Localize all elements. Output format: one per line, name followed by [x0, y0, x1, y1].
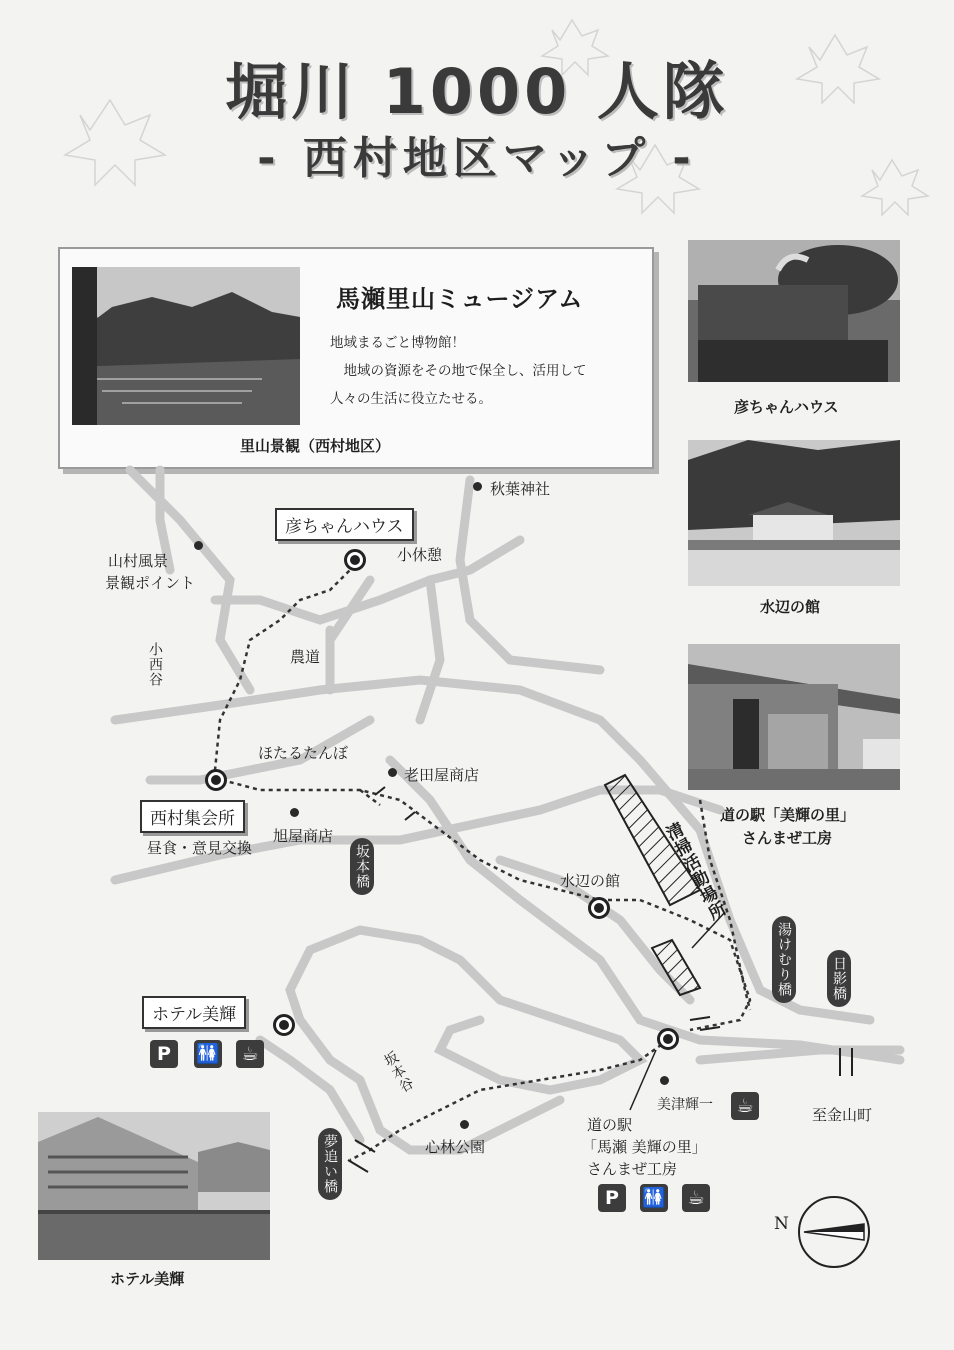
asahiya-label: 旭屋商店	[273, 827, 334, 845]
hotel-box: ホテル美輝	[142, 996, 246, 1029]
nodo-label: 農道	[290, 648, 321, 666]
oidaya-label: 老田屋商店	[404, 766, 480, 784]
compass-icon	[794, 1192, 874, 1272]
mitsuki-marker	[660, 1076, 669, 1085]
mitsuki-cafe-icon: ☕	[731, 1092, 759, 1120]
michinoeki-caption-1: 道の駅「美輝の里」	[720, 806, 856, 824]
yamamura-label-2: 景観ポイント	[105, 574, 196, 592]
yamamura-marker	[194, 541, 203, 550]
mizube-station	[588, 897, 610, 919]
yumeoi-bashi-label: 夢追い橋	[318, 1128, 342, 1200]
kyukei-label: 小休憩	[397, 546, 443, 564]
eki-label-3: さんまぜ工房	[587, 1160, 678, 1178]
nishimura-box: 西村集会所	[140, 800, 245, 833]
mizube-map-label: 水辺の館	[560, 872, 621, 890]
museum-title: 馬瀬里山ミュージアム	[336, 284, 584, 313]
mizube-caption: 水辺の館	[760, 598, 821, 616]
hotel-station	[273, 1014, 295, 1036]
shinrin-label: 心林公園	[425, 1138, 486, 1156]
hotaru-label: ほたるたんぼ	[258, 744, 349, 762]
eki-cafe-icon: ☕	[682, 1184, 710, 1212]
restroom-icon: 🚻	[194, 1040, 222, 1068]
page-subtitle: - 西村地区マップ -	[257, 133, 697, 184]
hiko-house-caption: 彦ちゃんハウス	[734, 398, 839, 416]
hiko-house-box: 彦ちゃんハウス	[275, 508, 414, 541]
konishi-label: 小西谷	[147, 642, 163, 687]
museum-line-3: 人々の生活に役立たせる。	[330, 391, 492, 407]
michinoeki-caption-2: さんまぜ工房	[742, 829, 833, 847]
seiso-label: 清掃活動場所	[659, 819, 729, 925]
eki-parking-icon: P	[598, 1184, 626, 1212]
nishimura-station	[205, 769, 227, 791]
mitsuki-label: 美津輝一	[657, 1097, 713, 1113]
eki-label-1: 道の駅	[587, 1116, 633, 1134]
yamamura-label-1: 山村風景	[108, 552, 169, 570]
page-title: 堀川 1000 人隊	[225, 55, 729, 128]
satoyama-caption: 里山景観（西村地区）	[240, 437, 391, 455]
eki-restroom-icon: 🚻	[640, 1184, 668, 1212]
museum-line-2: 地域の資源をその地で保全し、活用して	[330, 363, 587, 379]
chushoku-label: 昼食・意見交換	[147, 839, 253, 857]
hotel-caption: ホテル美輝	[110, 1270, 185, 1288]
michinoeki-station	[657, 1028, 679, 1050]
akiba-marker	[473, 482, 482, 491]
parking-icon: P	[150, 1040, 178, 1068]
museum-line-1: 地域まるごと博物館！	[330, 335, 465, 351]
oidaya-marker	[388, 768, 397, 777]
hikage-bashi-label: 日影橋	[827, 950, 851, 1007]
sakamoto-bashi-label: 坂本橋	[350, 838, 374, 895]
yukemuri-bashi-label: 湯けむり橋	[772, 916, 796, 1003]
cafe-icon: ☕	[236, 1040, 264, 1068]
shinrin-marker	[460, 1120, 469, 1129]
hiko-house-station	[344, 549, 366, 571]
asahiya-marker	[290, 808, 299, 817]
eki-label-2: 「馬瀬 美輝の里」	[582, 1138, 707, 1156]
kanayama-label: 至金山町	[812, 1106, 873, 1124]
akiba-label: 秋葉神社	[490, 480, 551, 498]
sakamoto-dani-label: 坂本谷	[379, 1049, 417, 1096]
north-label: N	[774, 1214, 789, 1234]
